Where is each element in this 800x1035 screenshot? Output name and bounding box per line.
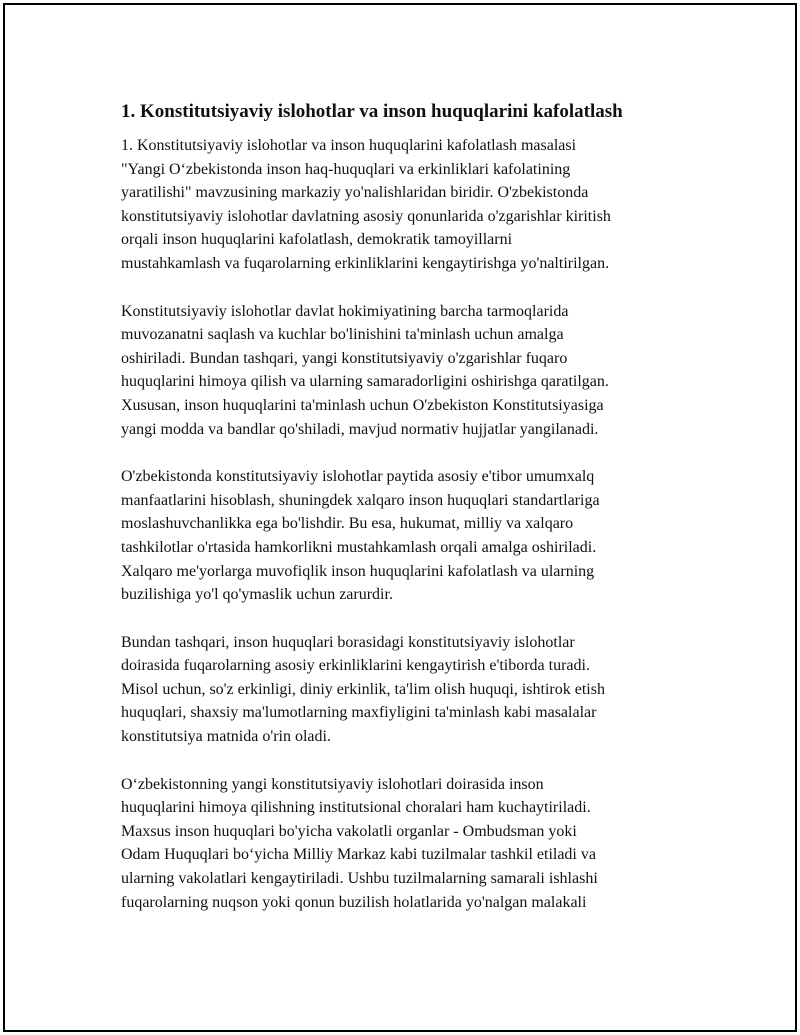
- paragraph-4: [121, 631, 701, 749]
- text-line: O‘zbekistonning yangi konstitutsiyaviy islohotlari doirasida inson: [121, 775, 544, 793]
- document-body: [121, 100, 701, 938]
- text-line: O'zbekistonda konstitutsiyaviy islohotlar paytida asosiy e'tibor umumxalq: [121, 468, 595, 486]
- text-line: orqali inson huquqlarini kafolatlash, demokratik tamoyillarni: [121, 231, 513, 249]
- text-line: "Yangi O‘zbekistonda inson haq-huquqlari va erkinliklari kafolatining: [121, 160, 571, 178]
- page-frame: [3, 3, 797, 1032]
- text-line: moslashuvchanlikka ega bo'lishdir. Bu esa, hukumat, milliy va xalqaro: [121, 515, 574, 533]
- text-line: Konstitutsiyaviy islohotlar davlat hokimiyatining barcha tarmoqlarida: [121, 302, 569, 320]
- paragraph-3: [121, 465, 701, 607]
- paragraph-5: [121, 773, 701, 915]
- text-line: doirasida fuqarolarning asosiy erkinliklarini kengaytirish e'tiborda turadi.: [121, 657, 590, 675]
- text-line: yangi modda va bandlar qo'shiladi, mavjud normativ hujjatlar yangilanadi.: [121, 420, 599, 438]
- text-line: yaratilishi" mavzusining markaziy yo'nalishlaridan biridir. O'zbekistonda: [121, 184, 589, 202]
- text-line: huquqlari, shaxsiy ma'lumotlarning maxfiyligini ta'minlash kabi masalalar: [121, 704, 597, 722]
- text-line: konstitutsiya matnida o'rin oladi.: [121, 728, 331, 746]
- text-line: muvozanatni saqlash va kuchlar bo'linishini ta'minlash uchun amalga: [121, 326, 564, 344]
- text-line: Xalqaro me'yorlarga muvofiqlik inson huquqlarini kafolatlash va ularning: [121, 562, 595, 580]
- text-line: Odam Huquqlari bo‘yicha Milliy Markaz kabi tuzilmalar tashkil etiladi va: [121, 846, 596, 864]
- text-line: Maxsus inson huquqlari bo'yicha vakolatli organlar - Ombudsman yoki: [121, 822, 577, 840]
- text-line: tashkilotlar o'rtasida hamkorlikni mustahkamlash orqali amalga oshiriladi.: [121, 538, 597, 556]
- text-line: 1. Konstitutsiyaviy islohotlar va inson huquqlarini kafolatlash masalasi: [121, 137, 577, 154]
- text-line: oshiriladi. Bundan tashqari, yangi konstitutsiyaviy o'zgarishlar fuqaro: [121, 349, 568, 367]
- text-line: huquqlarini himoya qilishning institutsional choralari ham kuchaytiriladi.: [121, 799, 591, 817]
- text-line: ularning vakolatlari kengaytiriladi. Ushbu tuzilmalarning samarali ishlashi: [121, 870, 598, 888]
- text-line: Xususan, inson huquqlarini ta'minlash uchun O'zbekiston Konstitutsiyasiga: [121, 396, 604, 414]
- document-title: 1. Konstitutsiyaviy islohotlar va inson huquqlarini kafolatlash: [121, 101, 623, 122]
- text-line: fuqarolarning nuqson yoki qonun buzilish holatlarida yo'nalgan malakali: [121, 893, 587, 911]
- text-line: konstitutsiyaviy islohotlar davlatning asosiy qonunlarida o'zgarishlar kiritish: [121, 207, 611, 225]
- text-line: Misol uchun, so'z erkinligi, diniy erkinlik, ta'lim olish huquqi, ishtirok etish: [121, 680, 605, 698]
- text-line: mustahkamlash va fuqarolarning erkinliklarini kengaytirishga yo'naltirilgan.: [121, 254, 610, 272]
- text-line: buzilishiga yo'l qo'ymaslik uchun zarurdir.: [121, 586, 393, 604]
- text-line: manfaatlarini hisoblash, shuningdek xalqaro inson huquqlari standartlariga: [121, 491, 600, 509]
- text-line: huquqlarini himoya qilish va ularning samaradorligini oshirishga qaratilgan.: [121, 373, 609, 391]
- paragraph-2: [121, 300, 701, 442]
- text-line: Bundan tashqari, inson huquqlari borasidagi konstitutsiyaviy islohotlar: [121, 633, 575, 651]
- paragraph-1: [121, 134, 701, 276]
